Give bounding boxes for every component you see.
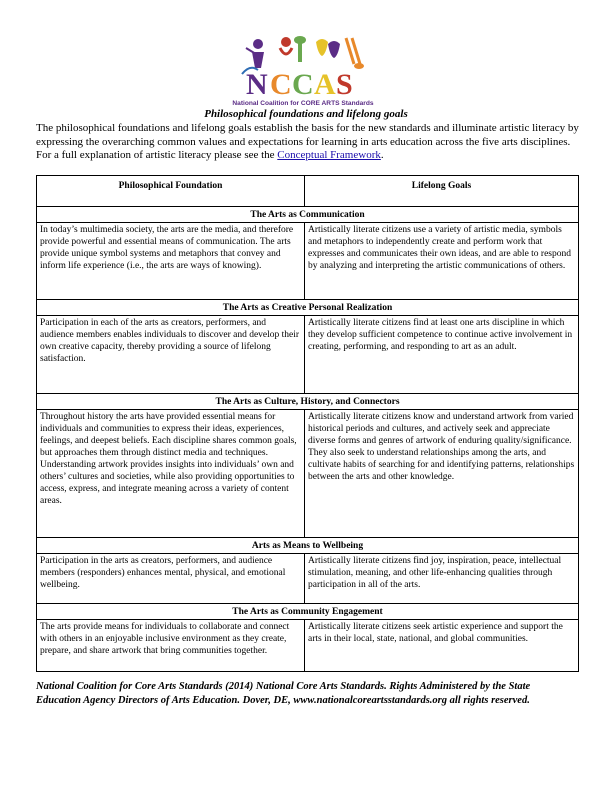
goal-cell: Artistically literate citizens find joy, inspiration, peace, intellectual stimulation, meaning, and other life-enhancing qualities through participation in all of the arts. xyxy=(305,554,579,604)
foundation-cell: Participation in each of the arts as creators, performers, and audience members enables individuals to discover and develop their own creative capacity, thereby providing a source of lifelong satisfaction. xyxy=(37,316,305,394)
table-row xyxy=(37,316,579,394)
intro-text: The philosophical foundations and lifelong goals establish the basis for the new standards and illuminate artistic literacy by expressing the overarching common values and expectations for learning in arts education across the five arts disciplines. For a full explanation of artistic literacy please see the xyxy=(36,122,579,161)
section-title-row xyxy=(37,300,579,316)
section-title: The Arts as Creative Personal Realization xyxy=(37,300,579,316)
table-row xyxy=(37,554,579,604)
logo-letters-n: N xyxy=(246,68,269,101)
foundation-cell: The arts provide means for individuals to collaborate and connect with others in an enjoyable inclusive environment as they create, prepare, and share artwork that bring communities together. xyxy=(37,620,305,672)
section-title-row xyxy=(37,538,579,554)
goal-cell: Artistically literate citizens seek artistic experience and support the arts in their local, state, national, and global communities. xyxy=(305,620,579,672)
nccas-logo-graphic xyxy=(228,34,378,108)
section-title-row xyxy=(37,604,579,620)
header-philosophical-foundation: Philosophical Foundation xyxy=(37,176,305,207)
logo-letters-a: A xyxy=(314,68,336,101)
goal-cell: Artistically literate citizens use a variety of artistic media, symbols and metaphors to independently create and perform work that expresses and communicates their own ideas, and are able to respond by analyzing and interpreting the artistic communications of others. xyxy=(305,223,579,300)
foundation-cell: Participation in the arts as creators, performers, and audience members (responders) enhances mental, physical, and emotional wellbeing. xyxy=(37,554,305,604)
section-title-row xyxy=(37,394,579,410)
logo-caption: National Coalition for CORE ARTS Standards xyxy=(232,100,374,107)
conceptual-framework-link[interactable]: Conceptual Framework xyxy=(277,149,381,161)
logo-letters-s: S xyxy=(336,68,353,101)
table-row xyxy=(37,410,579,538)
logo-letters-c1: C xyxy=(270,68,292,101)
table-header-row xyxy=(37,176,579,207)
goal-cell: Artistically literate citizens know and understand artwork from varied historical periods and cultures, and actively seek and appreciate diverse forms and genres of artwork of enduring quality/significance. They also seek to understand relationships among the arts, and cultivate habits of searching for and identifying patterns, relationships between the arts and other knowledge. xyxy=(305,410,579,538)
nccas-logo xyxy=(228,34,378,108)
document-subtitle: Philosophical foundations and lifelong goals xyxy=(204,108,408,120)
goal-cell: Artistically literate citizens find at least one arts discipline in which they develop sufficient competence to continue active involvement in creating, performing, and responding to art as an adult. xyxy=(305,316,579,394)
foundation-cell: In today’s multimedia society, the arts are the media, and therefore provide powerful and essential means of communication. The arts provide unique symbol systems and metaphors that convey and inform life experience (i.e., the arts are ways of knowing). xyxy=(37,223,305,300)
section-title-row xyxy=(37,207,579,223)
logo-letters-c2: C xyxy=(292,68,314,101)
section-title: Arts as Means to Wellbeing xyxy=(37,538,579,554)
intro-text-end: . xyxy=(380,149,384,161)
foundation-cell: Throughout history the arts have provided essential means for individuals and communities to express their ideas, experiences, feelings, and deepest beliefs. Each discipline shares common goals, but approaches them through distinct media and techniques. Understanding artwork provides insights into individuals’ own and others’ cultures and societies, while also providing opportunities to access, express, and integrate meaning across a variety of content areas. xyxy=(37,410,305,538)
foundations-goals-table xyxy=(36,175,579,672)
table-row xyxy=(37,620,579,672)
section-title: The Arts as Communication xyxy=(37,207,579,223)
section-title: The Arts as Community Engagement xyxy=(37,604,579,620)
copyright-footer: National Coalition for Core Arts Standards (2014) National Core Arts Standards. Rights Administered by the State Education Agency Directors of Arts Education. Dover, DE, www.nationalcoreartsstandards.org all rights reserved. xyxy=(36,681,531,706)
table-row xyxy=(37,223,579,300)
intro-paragraph xyxy=(36,122,584,163)
section-title: The Arts as Culture, History, and Connectors xyxy=(37,394,579,410)
header-lifelong-goals: Lifelong Goals xyxy=(305,176,579,207)
